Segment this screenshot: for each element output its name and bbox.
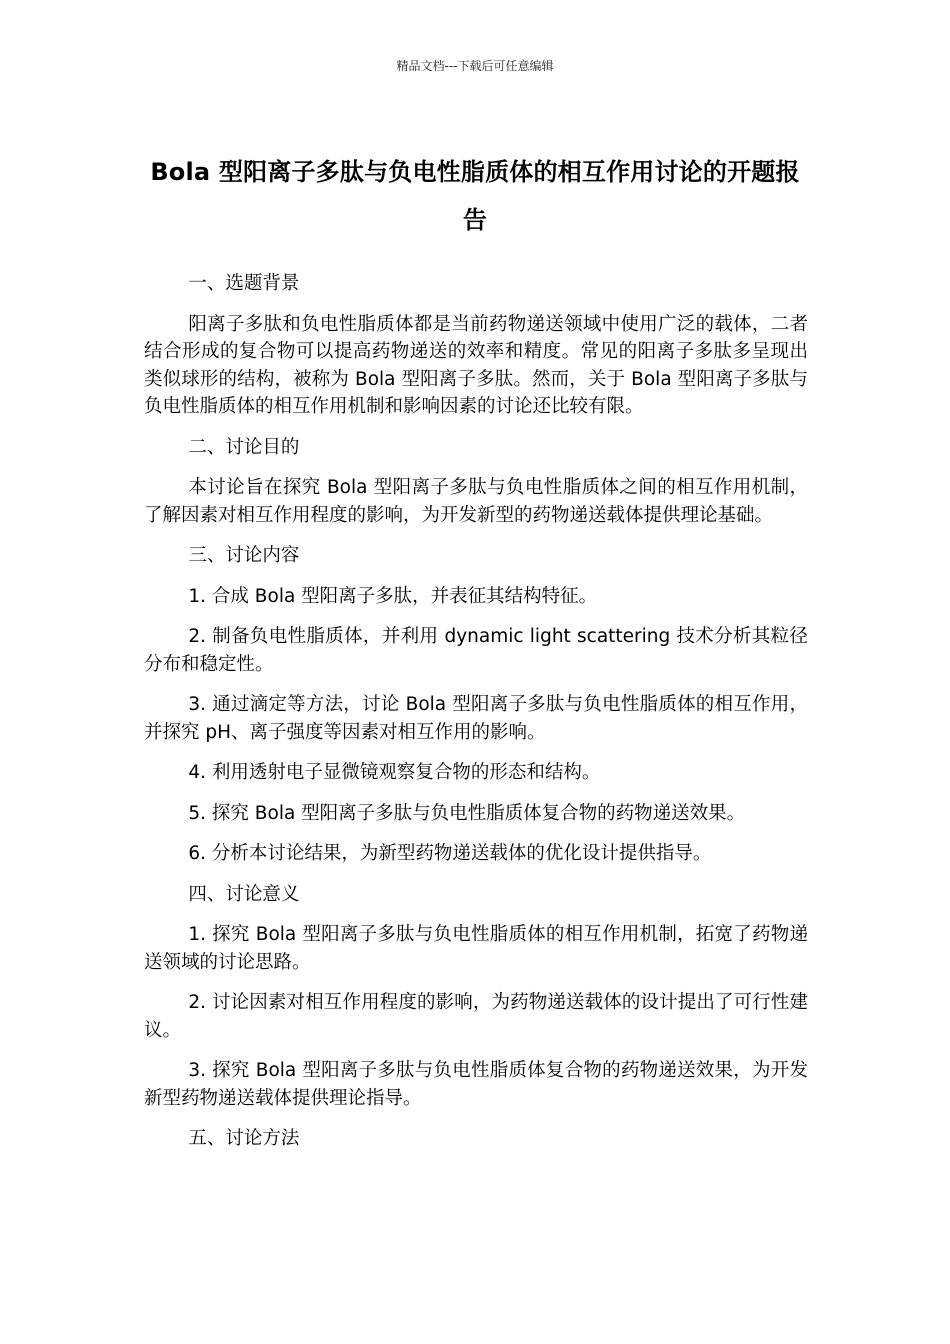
page-header-note: 精品文档---下载后可任意编辑	[396, 59, 554, 73]
content-item-1: 1. 合成 Bola 型阳离子多肽，并表征其结构特征。	[188, 585, 598, 607]
significance-item-3: 3. 探究 Bola 型阳离子多肽与负电性脂质体复合物的药物递送效果，为开发新型药物递送载体提供理论指导。	[144, 1060, 808, 1109]
paragraph-purpose: 本讨论旨在探究 Bola 型阳离子多肽与负电性脂质体之间的相互作用机制，了解因素对相互作用程度的影响，为开发新型的药物递送载体提供理论基础。	[144, 477, 808, 526]
section-heading-significance: 四、讨论意义	[188, 883, 300, 905]
paragraph-background: 阳离子多肽和负电性脂质体都是当前药物递送领域中使用广泛的载体，二者结合形成的复合物可以提高药物递送的效率和精度。常见的阳离子多肽多呈现出类似球形的结构，被称为 Bola 型阳离子多肽。然而，关于 Bola 型阳离子多肽与负电性脂质体的相互作用机制和影响因素的讨论还比较有限。	[144, 313, 808, 417]
significance-item-2: 2. 讨论因素对相互作用程度的影响，为药物递送载体的设计提出了可行性建议。	[144, 992, 808, 1041]
section-heading-purpose: 二、讨论目的	[188, 436, 300, 458]
document-title: Bola 型阳离子多肽与负电性脂质体的相互作用讨论的开题报告	[150, 158, 800, 235]
content-item-2: 2. 制备负电性脂质体，并利用 dynamic light scattering 技术分析其粒径分布和稳定性。	[144, 626, 808, 675]
content-item-4: 4. 利用透射电子显微镜观察复合物的形态和结构。	[188, 762, 601, 783]
significance-item-1: 1. 探究 Bola 型阳离子多肽与负电性脂质体的相互作用机制，拓宽了药物递送领域的讨论思路。	[144, 924, 808, 973]
section-heading-methods: 五、讨论方法	[188, 1128, 300, 1149]
section-heading-background: 一、选题背景	[188, 273, 300, 294]
content-item-3: 3. 通过滴定等方法，讨论 Bola 型阳离子多肽与负电性脂质体的相互作用，并探究 pH、离子强度等因素对相互作用的影响。	[144, 694, 808, 743]
document-body	[144, 270, 808, 1166]
content-item-6: 6. 分析本讨论结果，为新型药物递送载体的优化设计提供指导。	[188, 843, 712, 864]
content-item-5: 5. 探究 Bola 型阳离子多肽与负电性脂质体复合物的药物递送效果。	[188, 802, 746, 824]
section-heading-content: 三、讨论内容	[188, 545, 300, 566]
